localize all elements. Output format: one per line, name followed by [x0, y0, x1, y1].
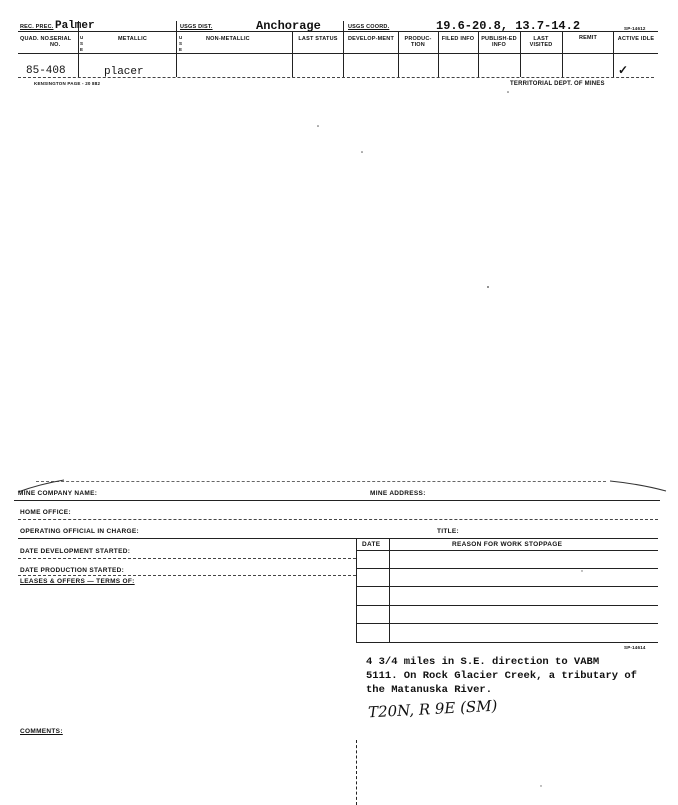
non-metallic-label: NON-METALLIC: [206, 36, 250, 42]
serial-value: 85-408: [26, 65, 66, 77]
last-visited-label: LAST VISITED: [529, 36, 553, 48]
production-label: PRODUC-TION: [404, 36, 432, 48]
prod-started-label: DATE PRODUCTION STARTED:: [20, 567, 125, 574]
date-column-header: DATE: [362, 541, 381, 548]
metallic-label: METALLIC: [118, 36, 147, 42]
reason-column-header: REASON FOR WORK STOPPAGE: [452, 541, 563, 548]
active-idle-label: ACTIVE IDLE: [617, 36, 655, 42]
filed-info-label: FILED INFO: [441, 36, 475, 42]
published-info-label: PUBLISH-ED INFO: [481, 36, 517, 48]
remarks-line: 4 3/4 miles in S.E. direction to VABM: [366, 656, 600, 668]
rec-prec-value: Palmer: [55, 20, 95, 32]
mine-company-label: MINE COMPANY NAME:: [18, 490, 98, 497]
active-idle-checkmark: ✓: [618, 63, 629, 77]
form-number-top: SP-14612: [624, 26, 646, 31]
title-label: TITLE:: [437, 528, 460, 535]
usgs-dist-label: USGS DIST.: [180, 24, 213, 30]
use-label: U S E: [80, 35, 84, 52]
metallic-value: placer: [104, 66, 144, 78]
handwritten-location-note: T20N, R 9E (SM): [367, 696, 498, 722]
remarks-line: 5111. On Rock Glacier Creek, a tributary of: [366, 670, 637, 682]
quad-no-label: QUAD. NO.: [20, 36, 51, 42]
mine-address-label: MINE ADDRESS:: [370, 490, 426, 497]
rec-prec-label: REC. PREC.: [20, 24, 54, 30]
use-label-2: U S E: [179, 35, 183, 52]
department-label: TERRITORIAL DEPT. OF MINES: [510, 81, 605, 87]
comments-label: COMMENTS:: [20, 728, 63, 735]
remarks-line: the Matanuska River.: [366, 684, 493, 696]
usgs-coord-label: USGS COORD.: [348, 24, 390, 30]
printer-note: KENSINGTON PAGE - 20 882: [34, 81, 101, 86]
last-status-label: LAST STATUS: [298, 36, 338, 42]
home-office-label: HOME OFFICE:: [20, 509, 71, 516]
remit-label: REMIT: [578, 35, 598, 41]
usgs-dist-value: Anchorage: [256, 19, 321, 33]
leases-label: LEASES & OFFERS — TERMS OF:: [20, 578, 135, 585]
development-label: DEVELOP-MENT: [347, 36, 395, 42]
serial-no-label: SERIAL NO.: [50, 36, 72, 48]
dev-started-label: DATE DEVELOPMENT STARTED:: [20, 548, 131, 555]
usgs-coord-value: 19.6-20.8, 13.7-14.2: [436, 19, 581, 33]
form-number-bottom: SP-14614: [624, 645, 646, 650]
operating-official-label: OPERATING OFFICIAL IN CHARGE:: [20, 528, 139, 535]
